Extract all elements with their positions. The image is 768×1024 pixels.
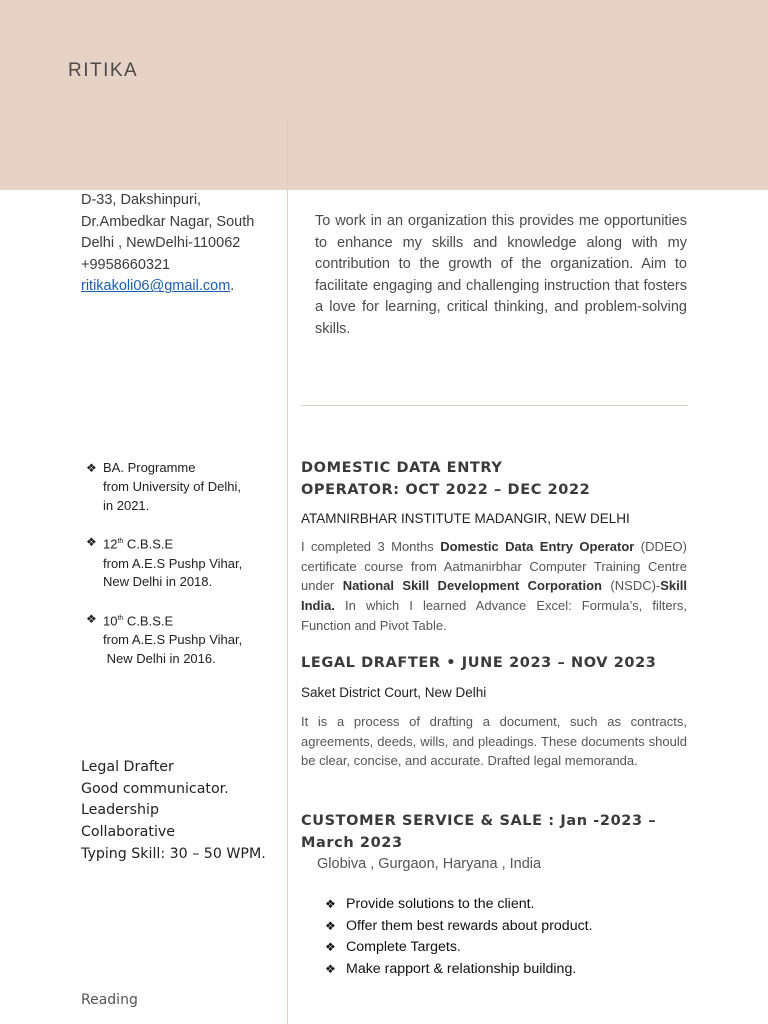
task-text: Provide solutions to the client. (346, 896, 535, 912)
degree-number: 12 (103, 536, 118, 552)
education-year: in 2021. (103, 497, 150, 513)
education-item (86, 533, 242, 592)
education-institution: from A.E.S Pushp Vihar, (103, 632, 243, 648)
task-text: Complete Targets. (346, 939, 461, 956)
diamond-bullet-icon: ❖ (86, 612, 97, 627)
education-year: New Delhi in 2018. (103, 574, 213, 590)
degree-number: 10 (103, 613, 118, 629)
email-line (81, 276, 254, 298)
task-item (325, 937, 593, 959)
desc-text: (NSDC)- (602, 578, 661, 594)
task-text: Offer them best rewards about product. (346, 917, 593, 934)
education-list (86, 459, 242, 687)
diamond-bullet-icon: ❖ (325, 897, 336, 911)
degree-ordinal: th (117, 615, 124, 623)
education-institution: from A.E.S Pushp Vihar, (103, 555, 243, 571)
company-name: Globiva , Gurgaon, Haryana , India (317, 856, 542, 872)
desc-bold: Skill India. (301, 578, 687, 614)
contact-block (81, 190, 254, 298)
diamond-bullet-icon: ❖ (86, 535, 97, 550)
interest-item: Reading (81, 992, 138, 1008)
education-degree (103, 610, 242, 631)
degree-ordinal: th (117, 538, 124, 546)
diamond-bullet-icon: ❖ (325, 962, 336, 977)
address-line-3: Delhi , NewDelhi-110062 (81, 235, 241, 252)
job-description: It is a process of drafting a document, such as contracts, agreements, deeds, wills, and pleadings. These documents should be clear, concise, and accurate. Drafted legal memoranda. (301, 714, 687, 769)
diamond-bullet-icon: ❖ (325, 940, 336, 955)
address-line-2: Dr.Ambedkar Nagar, South (81, 213, 255, 230)
job-title-line: OPERATOR: OCT 2022 – DEC 2022 (301, 482, 591, 498)
desc-text: (DDEO) certificate course from Aatmanirbhar Computer Training Centre under (301, 539, 687, 594)
section-divider (301, 405, 688, 406)
skill-item: Collaborative (81, 824, 176, 841)
company-name: Saket District Court, New Delhi (301, 685, 487, 700)
task-item (325, 916, 593, 938)
job-title-line: DOMESTIC DATA ENTRY (301, 460, 503, 476)
career-objective: To work in an organization this provides me opportunities to enhance my skills and knowledge along with my contribution to the growth of the organization. Aim to facilitate engaging and challenging instruction that fosters a love for learning, critical thinking, and problem-solving skills. (315, 213, 687, 337)
candidate-name: RITIKA (68, 60, 139, 81)
job-title (301, 652, 656, 674)
desc-bold: National Skill Development Corporation (342, 578, 602, 594)
skill-item: Good communicator. (81, 780, 229, 797)
task-list (325, 894, 593, 981)
task-text: Make rapport & relationship building. (346, 961, 577, 978)
desc-text: I completed 3 Months (301, 539, 441, 554)
task-item (325, 959, 593, 981)
company-name: ATAMNIRBHAR INSTITUTE MADANGIR, NEW DELHI (301, 511, 630, 526)
job-title-line: CUSTOMER SERVICE & SALE : Jan -2023 – (301, 813, 657, 829)
skill-item: Typing Skill: 30 – 50 WPM. (81, 845, 266, 862)
skill-item: Legal Drafter (81, 759, 174, 775)
education-item (86, 610, 242, 669)
education-year: New Delhi in 2016. (103, 651, 216, 667)
column-divider (287, 118, 288, 1024)
header-banner (0, 0, 768, 190)
job-title (301, 810, 656, 854)
diamond-bullet-icon: ❖ (86, 461, 97, 475)
education-degree (103, 533, 242, 554)
job-title-line: March 2023 (301, 835, 403, 851)
email-link[interactable]: ritikakoli06@gmail.com (81, 278, 231, 295)
education-institution: from University of Delhi, (103, 478, 241, 494)
job-description (301, 537, 687, 636)
skill-item: Leadership (81, 802, 159, 819)
address-line-1: D-33, Dakshinpuri, (81, 192, 202, 208)
job-title-line: LEGAL DRAFTER • JUNE 2023 – NOV 2023 (301, 655, 657, 671)
job-title (301, 457, 590, 501)
task-item (325, 894, 593, 916)
skills-list (81, 757, 266, 866)
degree-board: C.B.S.E (123, 613, 174, 629)
phone-number: +9958660321 (81, 256, 171, 273)
education-degree: BA. Programme (103, 460, 196, 475)
diamond-bullet-icon: ❖ (325, 918, 336, 933)
desc-bold: Domestic Data Entry Operator (440, 539, 635, 554)
education-item (86, 459, 242, 515)
email-suffix: . (230, 278, 235, 295)
degree-board: C.B.S.E (123, 536, 174, 552)
desc-text: In which I learned Advance Excel: Formula’s, filters, Function and Pivot Table. (301, 598, 687, 633)
